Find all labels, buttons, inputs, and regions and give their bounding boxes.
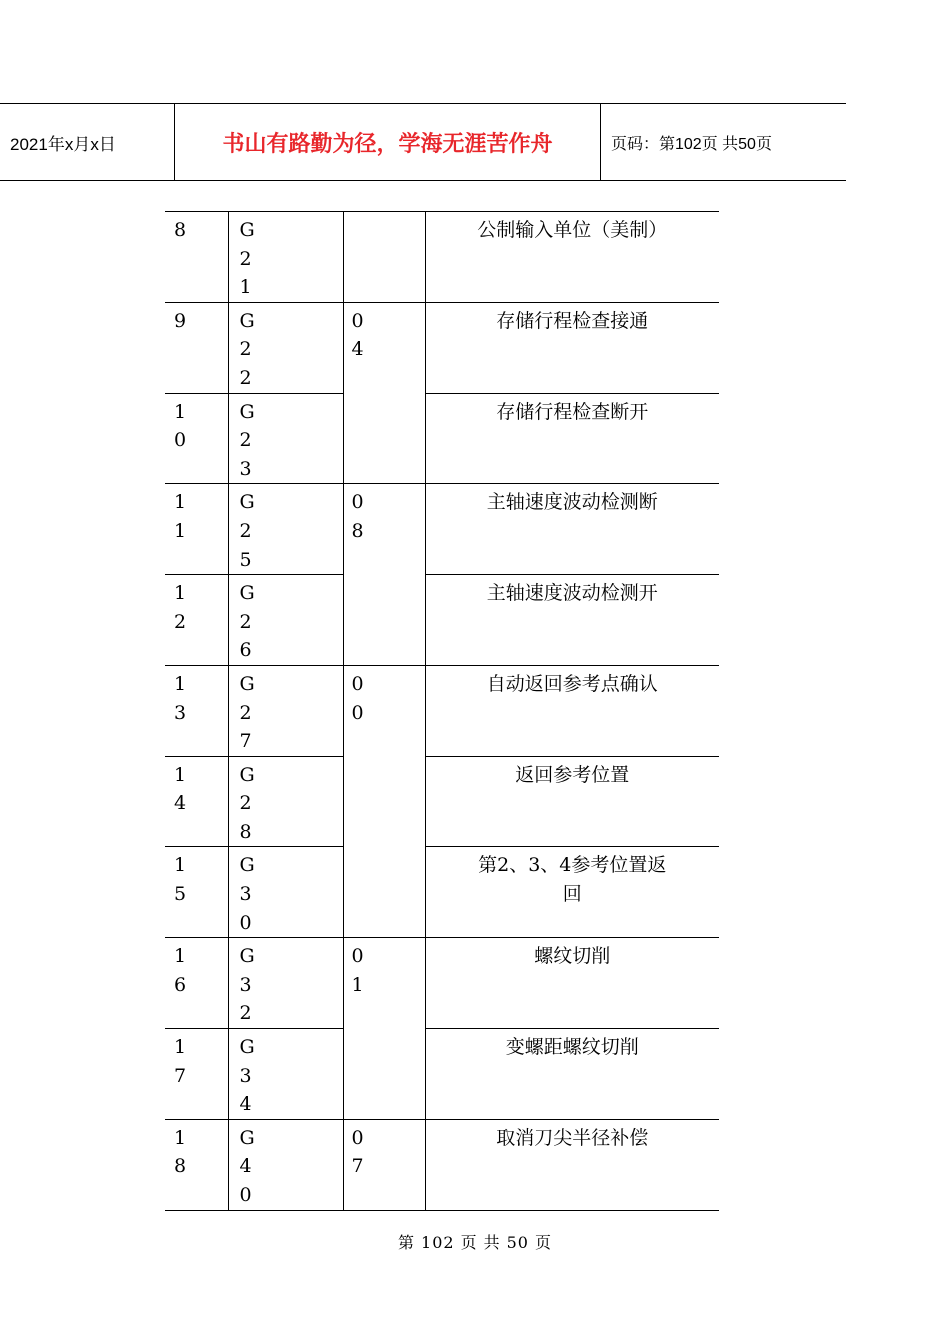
function-description: 自动返回参考点确认 <box>486 672 658 695</box>
function-cell <box>425 665 719 756</box>
row-number: 16 <box>174 945 187 996</box>
row-number-cell <box>165 847 228 938</box>
function-description: 存储行程检查断开 <box>496 400 649 423</box>
group-code: 08 <box>351 491 364 542</box>
gcode: G27 <box>239 672 255 753</box>
function-description: 公制输入单位（美制） <box>477 219 668 241</box>
function-description: 主轴速度波动检测断 <box>486 491 658 514</box>
row-number-cell <box>165 302 228 393</box>
table-row <box>165 1029 719 1120</box>
header-date: 2021年x月x日 <box>0 104 175 180</box>
group-cell <box>343 302 425 484</box>
table-row <box>165 1119 719 1210</box>
row-number: 14 <box>174 763 187 815</box>
page-header <box>0 103 846 181</box>
table-row <box>165 302 719 393</box>
gcode: G21 <box>239 219 255 299</box>
gcode: G34 <box>239 1036 255 1116</box>
row-number-cell <box>165 756 228 847</box>
row-number: 17 <box>174 1036 187 1087</box>
function-description: 变螺距螺纹切削 <box>505 1036 639 1059</box>
group-cell <box>343 484 425 666</box>
function-cell <box>425 1029 719 1120</box>
group-code: 04 <box>351 309 364 361</box>
gcode-cell <box>228 938 343 1029</box>
function-cell <box>425 393 719 484</box>
row-number: 10 <box>174 400 187 452</box>
gcode: G30 <box>239 854 255 934</box>
row-number-cell <box>165 575 228 666</box>
group-code: 07 <box>351 1126 364 1178</box>
function-description: 螺纹切削 <box>534 945 611 968</box>
gcode: G22 <box>239 309 255 389</box>
row-number-cell <box>165 665 228 756</box>
function-description: 主轴速度波动检测开 <box>486 582 658 605</box>
gcode: G40 <box>239 1126 255 1206</box>
function-description: 取消刀尖半径补偿 <box>496 1126 649 1149</box>
function-description: 返回参考位置 <box>515 763 630 786</box>
gcode-table <box>165 211 719 1211</box>
row-number-cell <box>165 484 228 575</box>
row-number: 9 <box>174 309 187 332</box>
row-number-cell <box>165 1029 228 1120</box>
group-cell <box>343 1119 425 1210</box>
table-row <box>165 665 719 756</box>
group-code: 01 <box>351 945 364 996</box>
group-code: 00 <box>351 672 364 724</box>
function-cell <box>425 756 719 847</box>
function-cell <box>425 847 719 938</box>
group-cell <box>343 938 425 1120</box>
function-cell <box>425 302 719 393</box>
group-cell <box>343 665 425 937</box>
function-cell <box>425 938 719 1029</box>
row-number-cell <box>165 212 228 303</box>
header-motto: 书山有路勤为径，学海无涯苦作舟 <box>175 104 601 180</box>
page-footer: 第 102 页 共 50 页 <box>398 1233 552 1252</box>
row-number-cell <box>165 1119 228 1210</box>
gcode-cell <box>228 575 343 666</box>
gcode: G25 <box>239 491 255 571</box>
gcode-cell <box>228 302 343 393</box>
table-row <box>165 938 719 1029</box>
function-cell <box>425 212 719 303</box>
row-number: 13 <box>174 672 187 724</box>
row-number: 15 <box>174 854 187 906</box>
group-cell <box>343 212 425 303</box>
gcode: G32 <box>239 945 255 1025</box>
function-description: 第2、3、4参考位置返回 <box>478 854 667 906</box>
table-row <box>165 212 719 303</box>
row-number: 18 <box>174 1126 187 1178</box>
function-cell <box>425 484 719 575</box>
gcode-cell <box>228 484 343 575</box>
gcode-cell <box>228 756 343 847</box>
row-number: 12 <box>174 582 187 633</box>
footer-total-pages: 50 <box>506 1233 529 1252</box>
gcode-cell <box>228 212 343 303</box>
gcode: G23 <box>239 400 255 480</box>
row-number: 8 <box>174 219 187 241</box>
header-page-info: 页码：第102页 共50页 <box>611 135 772 153</box>
table-row <box>165 756 719 847</box>
function-cell <box>425 575 719 666</box>
table-row <box>165 575 719 666</box>
gcode-cell <box>228 665 343 756</box>
table-row <box>165 393 719 484</box>
table-row <box>165 484 719 575</box>
gcode-cell <box>228 1029 343 1120</box>
function-description: 存储行程检查接通 <box>496 309 649 332</box>
gcode: G28 <box>239 763 255 843</box>
function-cell <box>425 1119 719 1210</box>
gcode-cell <box>228 393 343 484</box>
row-number-cell <box>165 938 228 1029</box>
row-number-cell <box>165 393 228 484</box>
gcode-cell <box>228 847 343 938</box>
gcode-cell <box>228 1119 343 1210</box>
footer-page-number: 102 <box>421 1233 455 1252</box>
table-row <box>165 847 719 938</box>
row-number: 11 <box>174 491 187 542</box>
gcode: G26 <box>239 582 255 662</box>
